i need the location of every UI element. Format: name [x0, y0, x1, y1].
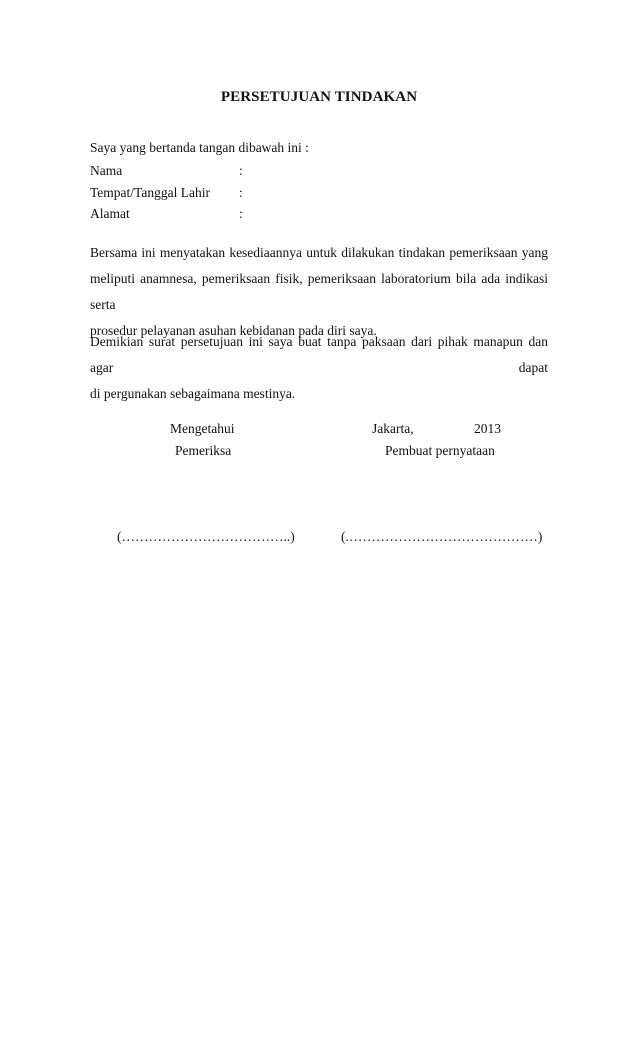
field-colon-nama: :	[239, 163, 243, 178]
field-colon-tempat-tanggal-lahir: :	[239, 185, 243, 200]
statement-line: Bersama ini menyatakan kesediaannya untuk dilakukan tindakan pemeriksaan yang	[90, 245, 548, 260]
field-label-alamat: Alamat	[90, 206, 130, 221]
closing-paragraph	[90, 329, 548, 407]
closing-line: Demikian surat persetujuan ini saya buat tanpa paksaan dari pihak manapun dan agar dapat	[90, 334, 548, 375]
signature-right-place: Jakarta,	[372, 421, 414, 436]
signature-left-role: Pemeriksa	[175, 443, 232, 458]
signature-right-line: (.……………………………………)	[341, 529, 543, 544]
signature-right-role: Pembuat pernyataan	[385, 443, 495, 458]
signature-right-year: 2013	[474, 421, 501, 436]
closing-line: di pergunakan sebagaimana mestinya.	[90, 386, 296, 401]
statement-line: prosedur pelayanan asuhan kebidanan pada diri saya.	[90, 323, 377, 338]
field-label-nama: Nama	[90, 163, 123, 178]
document-title: PERSETUJUAN TINDAKAN	[220, 89, 418, 105]
statement-line: meliputi anamnesa, pemeriksaan fisik, pemeriksaan laboratorium bila ada indikasi serta	[90, 271, 548, 312]
field-label-tempat-tanggal-lahir: Tempat/Tanggal Lahir	[90, 185, 210, 200]
field-colon-alamat: :	[239, 206, 243, 221]
signature-left-line: (………………………………..)	[117, 529, 295, 544]
signature-left-heading: Mengetahui	[170, 421, 235, 436]
intro-text: Saya yang bertanda tangan dibawah ini :	[90, 140, 309, 155]
